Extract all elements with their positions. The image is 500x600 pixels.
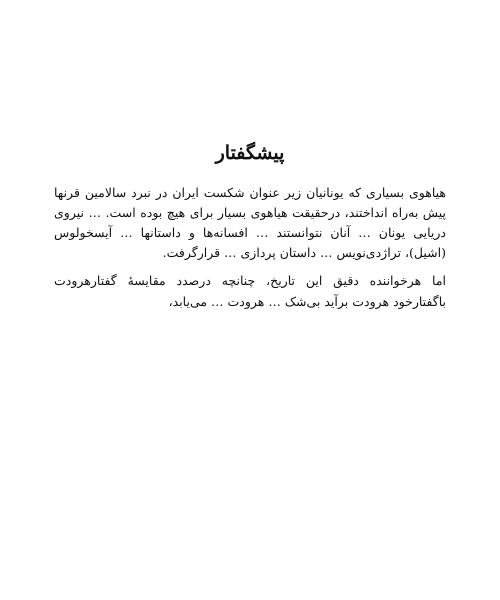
paragraph-2: اما هرخواننده دقیق این تاریخ، چنانچه درصدد مقایسهٔ گفتارهرودت باگفتارخود هرودت برآید بی‌شک … هرودت … می‌یابد، (54, 273, 446, 309)
paragraph-1: هیاهوی بسیاری که یونانیان زیر عنوان شکست ایران در نبرد سالامین قرنها پیش به‌راه انداختند، درحقیقت هیاهوی بسیار برای هیچ بوده است. … نیروی دریایی یونان … آنان نتوانستند … افسانه‌ها و داستانها … آیسخولوس (اشیل)، تراژدی‌نویس … داستان پردازی … قرارگرفت. (54, 184, 446, 261)
page-heading: پیشگفتار (215, 142, 285, 164)
